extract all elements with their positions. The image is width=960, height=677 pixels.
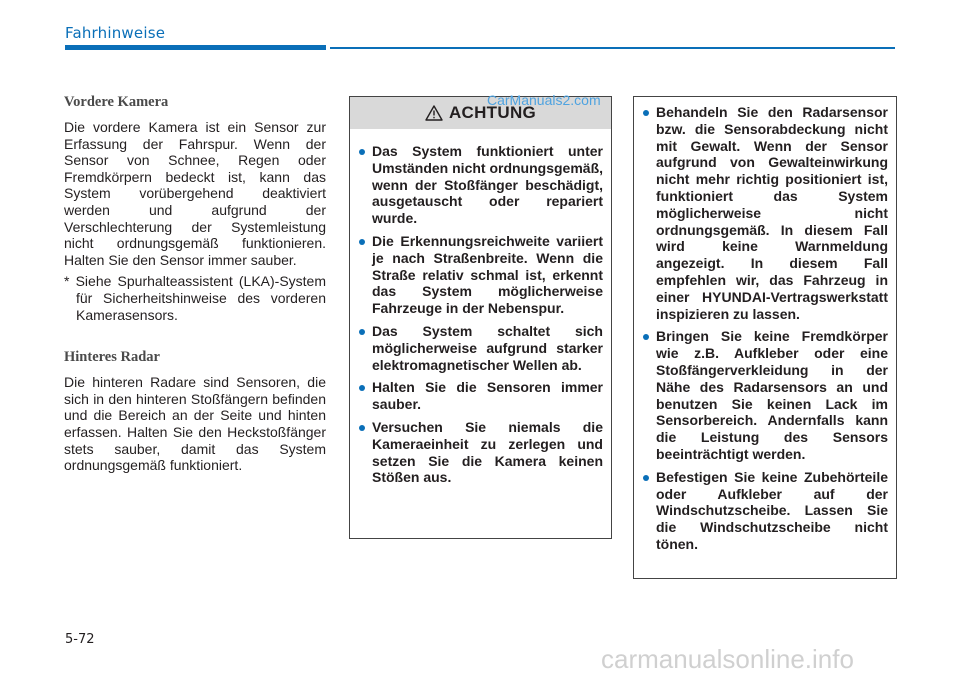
watermark-bottom: carmanualsonline.info bbox=[601, 644, 854, 674]
caution-box bbox=[349, 96, 612, 539]
warning-triangle-icon bbox=[425, 105, 443, 121]
rear-radar-heading: Hinteres Radar bbox=[64, 349, 160, 366]
caution-box-continued bbox=[633, 96, 897, 579]
header-rule-thin bbox=[330, 47, 895, 49]
caution-list-continued bbox=[640, 104, 888, 559]
list-item: Das System funktioniert unter Umständen nicht ordnungsgemäß, wenn der Stoßfänger beschädigt, ausgetauscht oder repariert wurde. bbox=[356, 143, 603, 227]
front-camera-body: Die vordere Kamera ist ein Sensor zur Erfassung der Fahrspur. Wenn der Sensor von Schnee, Regen oder Fremdkörpern bedeckt ist, kann das System vorübergehend deaktiviert werden und aufgrund der Verschlechterung der Systemleistung nicht ordnungsgemäß funktionieren. Halten Sie den Sensor immer sauber. bbox=[64, 119, 326, 268]
left-column bbox=[64, 94, 326, 474]
list-item: Versuchen Sie niemals die Kameraeinheit zu zerlegen und setzen Sie die Kamera keinen Stößen aus. bbox=[356, 419, 603, 486]
caution-list bbox=[356, 143, 603, 492]
list-item: Bringen Sie keine Fremdkörper wie z.B. Aufkleber oder eine Stoßfängerverkleidung in der Nähe des Radarsensors an und benutzen Sie keinen Lack im Sensorbereich. Andernfalls kann die Leistung des Sensors beeinträchtigt werden. bbox=[640, 328, 888, 462]
list-item: Halten Sie die Sensoren immer sauber. bbox=[356, 379, 603, 413]
list-item: Das System schaltet sich möglicherweise aufgrund starker elektromagnetischer Wellen ab. bbox=[356, 323, 603, 373]
header-rule-thick bbox=[65, 45, 326, 50]
list-item: Behandeln Sie den Radarsensor bzw. die Sensorabdeckung nicht mit Gewalt. Wenn der Sensor aufgrund von Gewalteinwirkung nicht mehr richtig positioniert ist, funktioniert das System möglicherweise nicht ordnungsgemäß. In diesem Fall wird keine Warnmeldung angezeigt. In diesem Fall empfehlen wir, das Fahrzeug in einer HYUNDAI-Vertragswerkstatt inspizieren zu lassen. bbox=[640, 104, 888, 322]
front-camera-note: * Siehe Spurhalteassistent (LKA)-System für Sicherheitshinweise des vorderen Kamerasensors. bbox=[64, 273, 326, 323]
list-item: Die Erkennungsreichweite variiert je nach Straßenbreite. Wenn die Straße relativ schmal ist, erkennt das System möglicherweise Fahrzeuge in der Nebenspur. bbox=[356, 233, 603, 317]
watermark-top: CarManuals2.com bbox=[487, 92, 601, 108]
caution-title: ACHTUNG bbox=[448, 103, 537, 122]
rear-radar-body: Die hinteren Radare sind Sensoren, die sich in den hinteren Stoßfängern befinden und die Bereich an der Seite und hinten erfassen. Halten Sie den Heckstoßfänger stets sauber, damit das System ordnungsgemäß funktioniert. bbox=[64, 374, 326, 474]
list-item: Befestigen Sie keine Zubehörteile oder Aufkleber auf der Windschutzscheibe. Lassen Sie die Windschutzscheibe nicht tönen. bbox=[640, 469, 888, 553]
front-camera-heading: Vordere Kamera bbox=[64, 94, 169, 110]
section-title: Fahrhinweise bbox=[65, 24, 166, 42]
page-number: 5-72 bbox=[65, 632, 95, 647]
